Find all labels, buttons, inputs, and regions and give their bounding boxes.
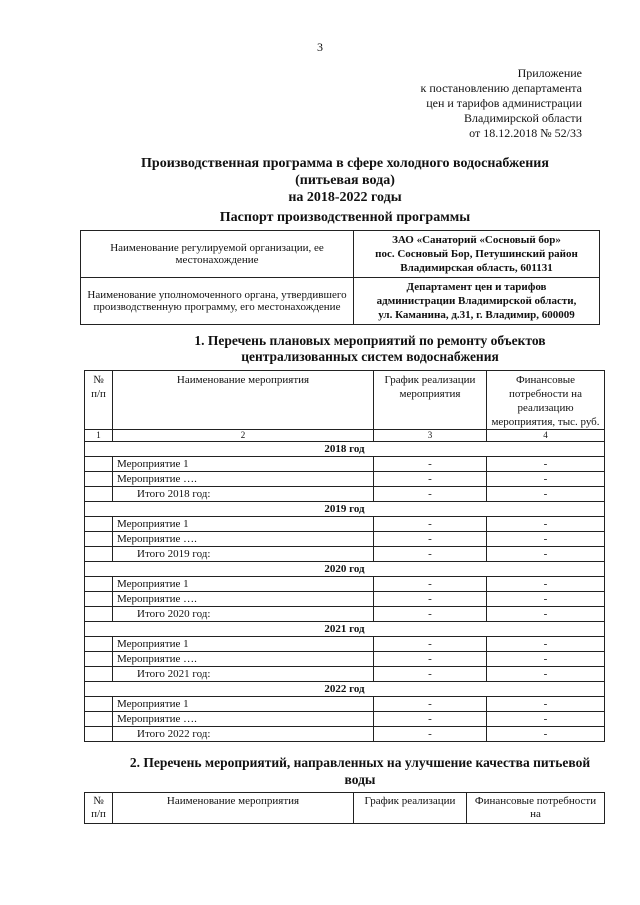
appendix-note <box>421 66 582 141</box>
passport-value-line: пос. Сосновый Бор, Петушинский район <box>375 248 578 260</box>
header-finance: Финансовые потребности на <box>467 793 605 824</box>
header-finance: Финансовые потребности на реализацию мероприятия, тыс. руб. <box>487 371 605 430</box>
activity-finance: - <box>487 712 605 727</box>
repair-plan-table <box>84 370 605 742</box>
year-label: 2020 год <box>85 562 605 577</box>
table-row <box>85 637 605 652</box>
appendix-line: Владимирской области <box>464 111 582 125</box>
activity-finance: - <box>487 592 605 607</box>
activity-finance: - <box>487 472 605 487</box>
passport-value-line: администрации Владимирской области, <box>376 295 577 307</box>
passport-value-line: Департамент цен и тарифов <box>406 281 547 293</box>
header-schedule: График реализации <box>354 793 467 824</box>
row-number <box>85 547 113 562</box>
activity-schedule: - <box>374 712 487 727</box>
header-schedule: График реализации мероприятия <box>374 371 487 430</box>
year-label: 2018 год <box>85 442 605 457</box>
activity-schedule: - <box>374 607 487 622</box>
document-title <box>60 155 630 206</box>
table-row <box>85 457 605 472</box>
row-number <box>85 637 113 652</box>
activity-schedule: - <box>374 472 487 487</box>
passport-value-line: ул. Каманина, д.31, г. Владимир, 600009 <box>378 309 575 321</box>
activity-schedule: - <box>374 487 487 502</box>
year-row <box>85 682 605 697</box>
row-number <box>85 487 113 502</box>
activity-name: Итого 2022 год: <box>113 727 374 742</box>
row-number <box>85 607 113 622</box>
activity-finance: - <box>487 532 605 547</box>
year-row <box>85 442 605 457</box>
row-number <box>85 697 113 712</box>
column-number: 2 <box>113 430 374 442</box>
heading-line: 1. Перечень плановых мероприятий по ремонту объектов <box>194 333 546 348</box>
section2-heading <box>90 754 630 788</box>
table-row <box>85 652 605 667</box>
activity-finance: - <box>487 517 605 532</box>
row-number <box>85 592 113 607</box>
table-row <box>85 487 605 502</box>
heading-line: воды <box>344 772 376 787</box>
year-groups <box>85 442 605 742</box>
table-row <box>85 712 605 727</box>
column-number: 4 <box>487 430 605 442</box>
title-line: на 2018-2022 годы <box>288 190 402 205</box>
passport-title: Паспорт производственной программы <box>219 210 471 225</box>
activity-schedule: - <box>374 697 487 712</box>
row-number <box>85 577 113 592</box>
year-label: 2021 год <box>85 622 605 637</box>
passport-value <box>354 231 600 278</box>
appendix-line: от 18.12.2018 № 52/33 <box>469 126 582 140</box>
activity-schedule: - <box>374 457 487 472</box>
activity-schedule: - <box>374 667 487 682</box>
activity-finance: - <box>487 457 605 472</box>
activity-finance: - <box>487 652 605 667</box>
activity-schedule: - <box>374 517 487 532</box>
activity-name: Мероприятие 1 <box>113 637 374 652</box>
table-header-row <box>85 793 605 824</box>
table-row <box>85 472 605 487</box>
heading-line: 2. Перечень мероприятий, направленных на улучшение качества питьевой <box>129 755 591 770</box>
column-number: 1 <box>85 430 113 442</box>
activity-finance: - <box>487 637 605 652</box>
activity-schedule: - <box>374 652 487 667</box>
row-number <box>85 517 113 532</box>
table-row <box>85 667 605 682</box>
column-number-row <box>85 430 605 442</box>
appendix-line: к постановлению департамента <box>420 81 582 95</box>
passport-value-line: ЗАО «Санаторий «Сосновый бор» <box>392 234 561 246</box>
activity-finance: - <box>487 607 605 622</box>
activity-name: Мероприятие …. <box>113 652 374 667</box>
row-number <box>85 532 113 547</box>
title-line: Производственная программа в сфере холодного водоснабжения <box>141 156 549 171</box>
activity-name: Итого 2019 год: <box>113 547 374 562</box>
row-number <box>85 712 113 727</box>
table-row <box>85 697 605 712</box>
table-row <box>85 607 605 622</box>
passport-row <box>81 231 600 278</box>
column-number: 3 <box>374 430 487 442</box>
heading-line: централизованных систем водоснабжения <box>241 349 499 364</box>
year-label: 2019 год <box>85 502 605 517</box>
row-number <box>85 472 113 487</box>
activity-name: Итого 2020 год: <box>113 607 374 622</box>
activity-finance: - <box>487 547 605 562</box>
table-row <box>85 517 605 532</box>
passport-value <box>354 278 600 325</box>
activity-finance: - <box>487 697 605 712</box>
year-label: 2022 год <box>85 682 605 697</box>
title-line: (питьевая вода) <box>295 173 395 188</box>
activity-schedule: - <box>374 547 487 562</box>
passport-table <box>80 230 600 325</box>
row-number <box>85 727 113 742</box>
passport-label: Наименование регулируемой организации, ее местонахождение <box>81 231 354 278</box>
activity-name: Мероприятие …. <box>113 712 374 727</box>
table-row <box>85 727 605 742</box>
activity-schedule: - <box>374 577 487 592</box>
table-row <box>85 547 605 562</box>
activity-finance: - <box>487 667 605 682</box>
passport-value-line: Владимирская область, 601131 <box>400 262 553 274</box>
activity-name: Мероприятие …. <box>113 592 374 607</box>
table-row <box>85 532 605 547</box>
activity-name: Мероприятие …. <box>113 472 374 487</box>
header-number: № п/п <box>85 793 113 824</box>
activity-name: Итого 2021 год: <box>113 667 374 682</box>
activity-name: Мероприятие 1 <box>113 517 374 532</box>
activity-schedule: - <box>374 532 487 547</box>
activity-finance: - <box>487 727 605 742</box>
table-row <box>85 592 605 607</box>
year-row <box>85 502 605 517</box>
activity-name: Мероприятие 1 <box>113 457 374 472</box>
passport-row <box>81 278 600 325</box>
activity-schedule: - <box>374 727 487 742</box>
section1-heading <box>150 333 590 365</box>
activity-name: Мероприятие 1 <box>113 577 374 592</box>
appendix-line: цен и тарифов администрации <box>426 96 582 110</box>
activity-schedule: - <box>374 592 487 607</box>
page-number: 3 <box>317 40 323 54</box>
activity-name: Итого 2018 год: <box>113 487 374 502</box>
table-header-row <box>85 371 605 430</box>
row-number <box>85 652 113 667</box>
header-name: Наименование мероприятия <box>113 371 374 430</box>
row-number <box>85 667 113 682</box>
activity-name: Мероприятие 1 <box>113 697 374 712</box>
activity-finance: - <box>487 577 605 592</box>
activity-name: Мероприятие …. <box>113 532 374 547</box>
header-number: № п/п <box>85 371 113 430</box>
table-row <box>85 577 605 592</box>
passport-label: Наименование уполномоченного органа, утвердившего производственную программу, его местонахождение <box>81 278 354 325</box>
year-row <box>85 622 605 637</box>
year-row <box>85 562 605 577</box>
water-quality-table <box>84 792 605 824</box>
activity-schedule: - <box>374 637 487 652</box>
appendix-line: Приложение <box>517 66 582 80</box>
row-number <box>85 457 113 472</box>
activity-finance: - <box>487 487 605 502</box>
header-name: Наименование мероприятия <box>113 793 354 824</box>
